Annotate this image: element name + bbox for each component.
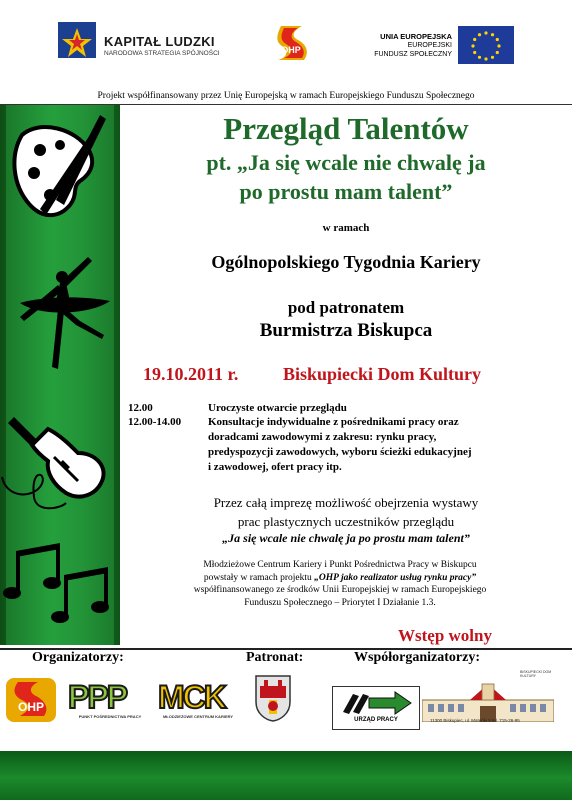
patronage-footer-label: Patronat: xyxy=(246,650,304,665)
panel-illustrations xyxy=(0,105,120,645)
ohp-footer-text: OHP xyxy=(17,700,45,714)
event-name: Ogólnopolskiego Tygodnia Kariery xyxy=(211,252,481,272)
urzad-pracy-arrow-icon xyxy=(339,690,413,716)
urzad-pracy-text: URZĄD PRACY xyxy=(354,717,398,723)
urzad-pracy-logo xyxy=(332,686,420,730)
palette-icon xyxy=(14,115,106,215)
dom-kultury-sign: BISKUPIECKI DOM KULTURY xyxy=(520,670,552,678)
schedule-desc-2 xyxy=(208,415,538,475)
mck-info-project-name: „OHP jako realizator usług rynku pracy” xyxy=(314,572,477,583)
ppp-logo-text: PPP xyxy=(68,679,127,715)
ohp-footer-logo-icon xyxy=(4,676,58,724)
footer-green-band xyxy=(0,751,572,800)
poster-title: Przegląd Talentów xyxy=(223,111,469,146)
mck-info-line-3: współfinansowanego ze środków Unii Europejskiej w ramach Europejskiego xyxy=(193,585,487,595)
ppp-logo-subtext: PUNKT POŚREDNICTWA PRACY xyxy=(78,714,142,719)
mck-info-line-4: Funduszu Społecznego – Priorytet I Działanie 1.3. xyxy=(244,597,436,608)
schedule-desc-2-line-2: doradcami zawodowymi z zakresu: rynku pracy, xyxy=(208,431,437,443)
mck-info-line-2-pre: powstały w ramach projektu xyxy=(203,572,315,583)
free-entry-label: Wstęp wolny xyxy=(398,626,492,645)
coat-of-arms-icon xyxy=(254,672,292,722)
mck-logo xyxy=(158,680,238,724)
patronage-label: pod patronatem xyxy=(287,298,405,317)
ohp-logo-icon xyxy=(272,22,310,64)
subtitle-line-1: pt. „Ja się wcale nie chwalę ja xyxy=(206,150,486,175)
in-frame-label: w ramach xyxy=(322,222,370,234)
schedule-desc-2-line-1: Konsultacje indywidualne z pośrednikami pracy oraz xyxy=(208,416,459,428)
music-notes-icon xyxy=(3,543,109,623)
organizers-label: Organizatorzy: xyxy=(32,650,124,665)
exhibition-text xyxy=(120,493,572,531)
exhibition-title: „Ja się wcale nie chwalę ja po prostu mam talent” xyxy=(222,531,470,545)
event-place: Biskupiecki Dom Kultury xyxy=(283,364,482,384)
dom-kultury-address: 11300 Biskupiec, ul. Mateńki 5 tel. 715-26-95 xyxy=(430,718,520,723)
kapital-ludzki-logo-icon xyxy=(58,22,96,66)
schedule-desc-1-line: Uroczyste otwarcie przeglądu xyxy=(208,402,347,414)
kapital-ludzki-title: KAPITAŁ LUDZKI xyxy=(104,34,215,49)
ue-text xyxy=(340,32,452,59)
project-funding-note: Projekt współfinansowany przez Unię Europejską w ramach Europejskiego Funduszu Społecznego xyxy=(97,91,475,101)
poster-subtitle xyxy=(120,148,572,206)
mck-info-line-1: Młodzieżowe Centrum Kariery i Punkt Pośrednictwa Pracy w Biskupcu xyxy=(203,560,477,570)
dom-kultury-building-icon xyxy=(422,678,554,722)
schedule-desc-2-line-4: i zawodowej, ofert pracy itp. xyxy=(208,461,342,473)
exhibition-line-2: prac plastycznych uczestników przeglądu xyxy=(237,514,455,529)
mck-logo-text: MCK xyxy=(158,679,225,715)
ue-line1: UNIA EUROPEJSKA xyxy=(380,32,452,41)
subtitle-line-2: po prostu mam talent” xyxy=(239,179,453,204)
ppp-logo xyxy=(68,680,152,724)
exhibition-line-1: Przez całą imprezę możliwość obejrzenia wystawy xyxy=(213,495,479,510)
mck-logo-subtext: MŁODZIEŻOWE CENTRUM KARIERY xyxy=(162,714,234,719)
schedule-time-2: 12.00-14.00 xyxy=(128,416,182,428)
mck-info-line-2 xyxy=(130,572,550,585)
patron-name: Burmistrza Biskupca xyxy=(259,320,433,341)
co-organizers-label: Współorganizatorzy: xyxy=(354,650,480,665)
ohp-logo-text: OHP xyxy=(281,45,301,55)
ue-line2: EUROPEJSKI xyxy=(407,42,452,49)
schedule-desc-1 xyxy=(208,401,538,416)
schedule-time-1: 12.00 xyxy=(128,402,153,414)
ue-line3: FUNDUSZ SPOŁECZNY xyxy=(374,51,452,58)
schedule-desc-2-line-3: predyspozycji zawodowych, wyboru ścieżki edukacyjnej xyxy=(208,446,472,458)
ballerina-icon xyxy=(20,257,110,369)
mck-info xyxy=(130,559,550,609)
eu-flag-icon xyxy=(458,26,514,64)
guitar-icon xyxy=(2,417,104,508)
kapital-ludzki-subtitle: NARODOWA STRATEGIA SPÓJNOŚCI xyxy=(104,50,220,57)
event-date: 19.10.2011 r. xyxy=(143,364,239,384)
